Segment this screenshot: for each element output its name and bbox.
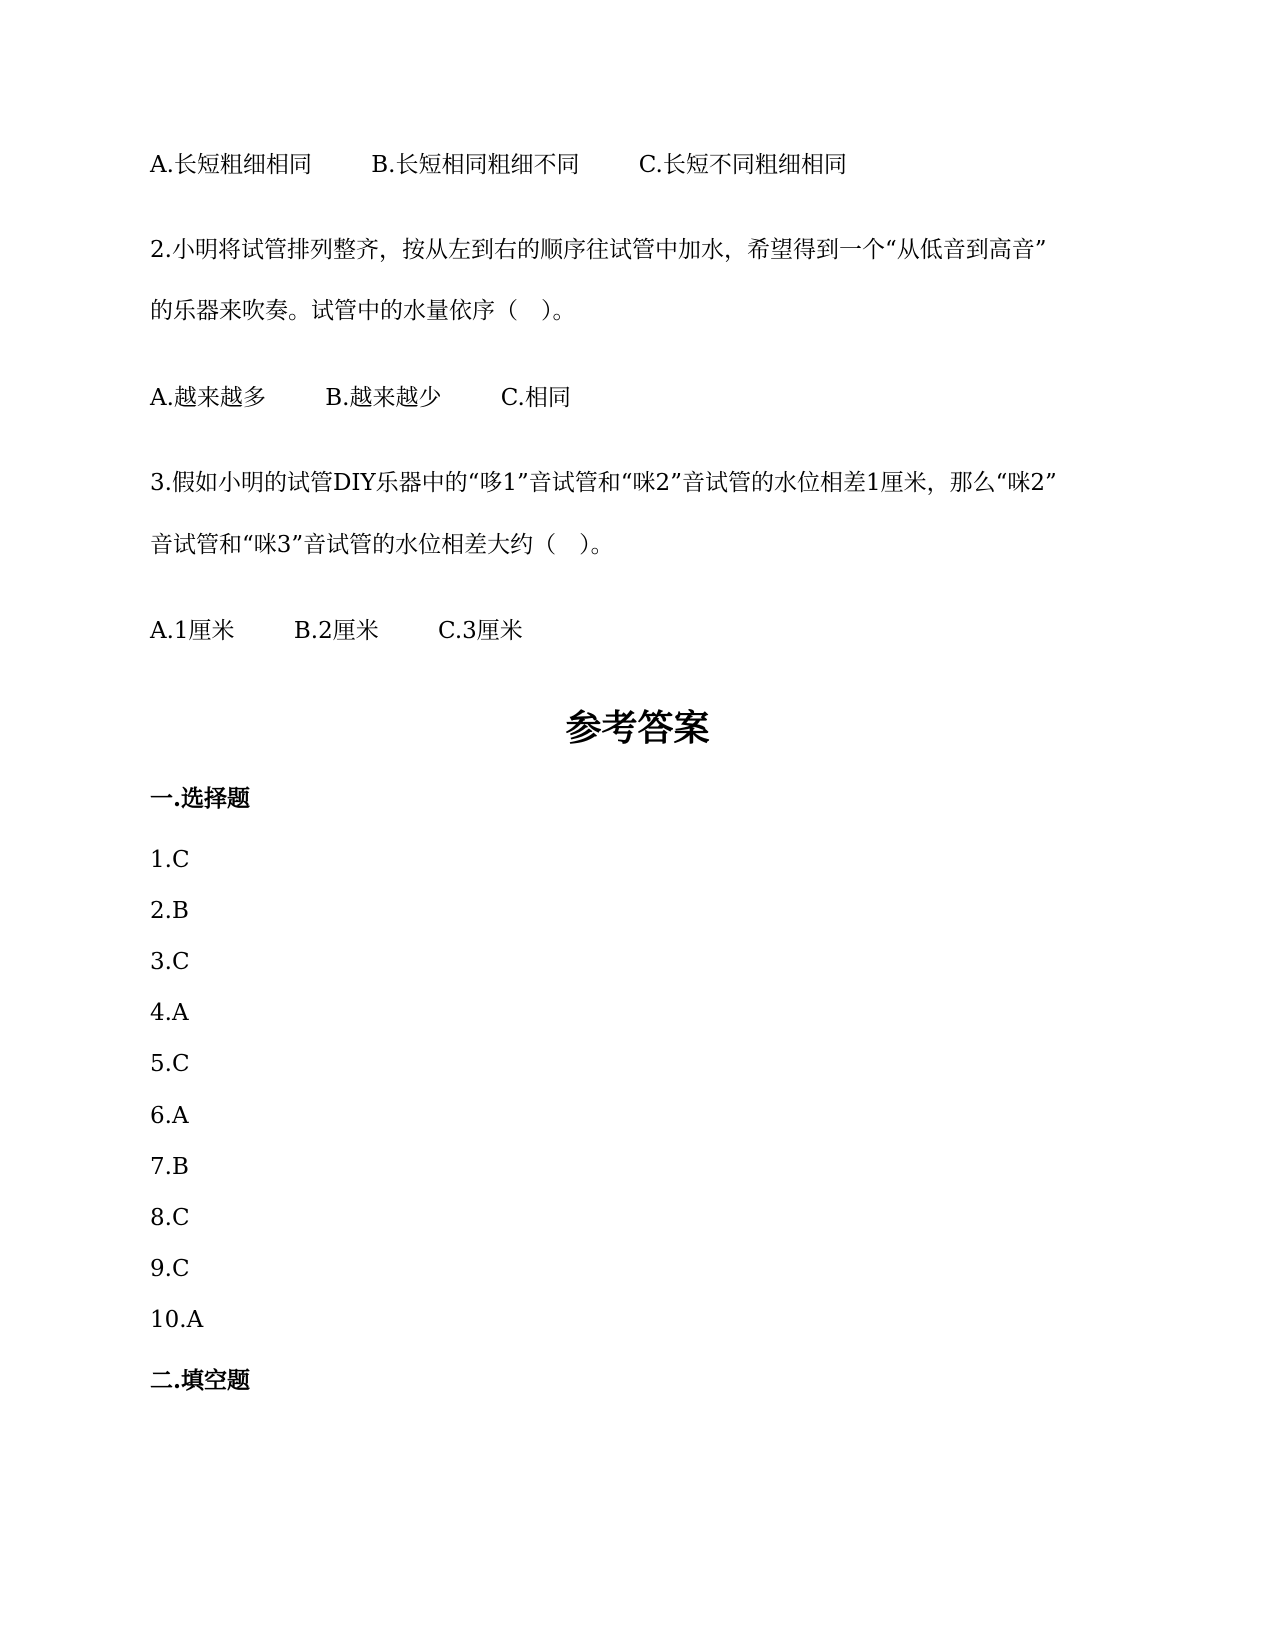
- q3-options: [150, 616, 523, 646]
- section-multiple-choice-title: 一.选择题: [150, 785, 251, 812]
- q2-option-b: B.越来越少: [325, 385, 442, 411]
- q3-option-a: A.1厘米: [150, 618, 235, 644]
- q2-text-line1: 2.小明将试管排列整齐，按从左到右的顺序往试管中加水，希望得到一个“从低音到高音”: [150, 237, 1047, 263]
- q1-option-b: B.长短相同粗细不同: [371, 152, 580, 178]
- section-fill-blank-title: 二.填空题: [150, 1367, 251, 1394]
- q2-text-line2: 的乐器来吹奏。试管中的水量依序（ ）。: [150, 298, 576, 324]
- answer-item: 3.C: [150, 949, 190, 975]
- answer-item: 7.B: [150, 1154, 189, 1180]
- q2-option-c: C.相同: [500, 385, 571, 411]
- answer-item: 9.C: [150, 1256, 190, 1282]
- q2-options: [150, 383, 571, 413]
- q1-option-c: C.长短不同粗细相同: [638, 152, 847, 178]
- answer-item: 5.C: [150, 1051, 190, 1077]
- answer-item: 10.A: [150, 1307, 204, 1333]
- q3-option-b: B.2厘米: [293, 618, 379, 644]
- q2-option-a: A.越来越多: [150, 385, 266, 411]
- q1-options: [150, 150, 847, 180]
- answer-item: 1.C: [150, 847, 190, 873]
- q1-option-a: A.长短粗细相同: [150, 152, 312, 178]
- q3-option-c: C.3厘米: [438, 618, 523, 644]
- q3-text-line1: 3.假如小明的试管DIY乐器中的“哆1”音试管和“咪2”音试管的水位相差1厘米，那么“咪2”: [150, 470, 1057, 496]
- answer-item: 4.A: [150, 1000, 189, 1026]
- answer-key-title: 参考答案: [565, 707, 710, 749]
- answer-item: 6.A: [150, 1103, 189, 1129]
- answer-item: 2.B: [150, 898, 189, 924]
- q3-text-line2: 音试管和“咪3”音试管的水位相差大约（ ）。: [150, 532, 614, 558]
- answer-item: 8.C: [150, 1205, 190, 1231]
